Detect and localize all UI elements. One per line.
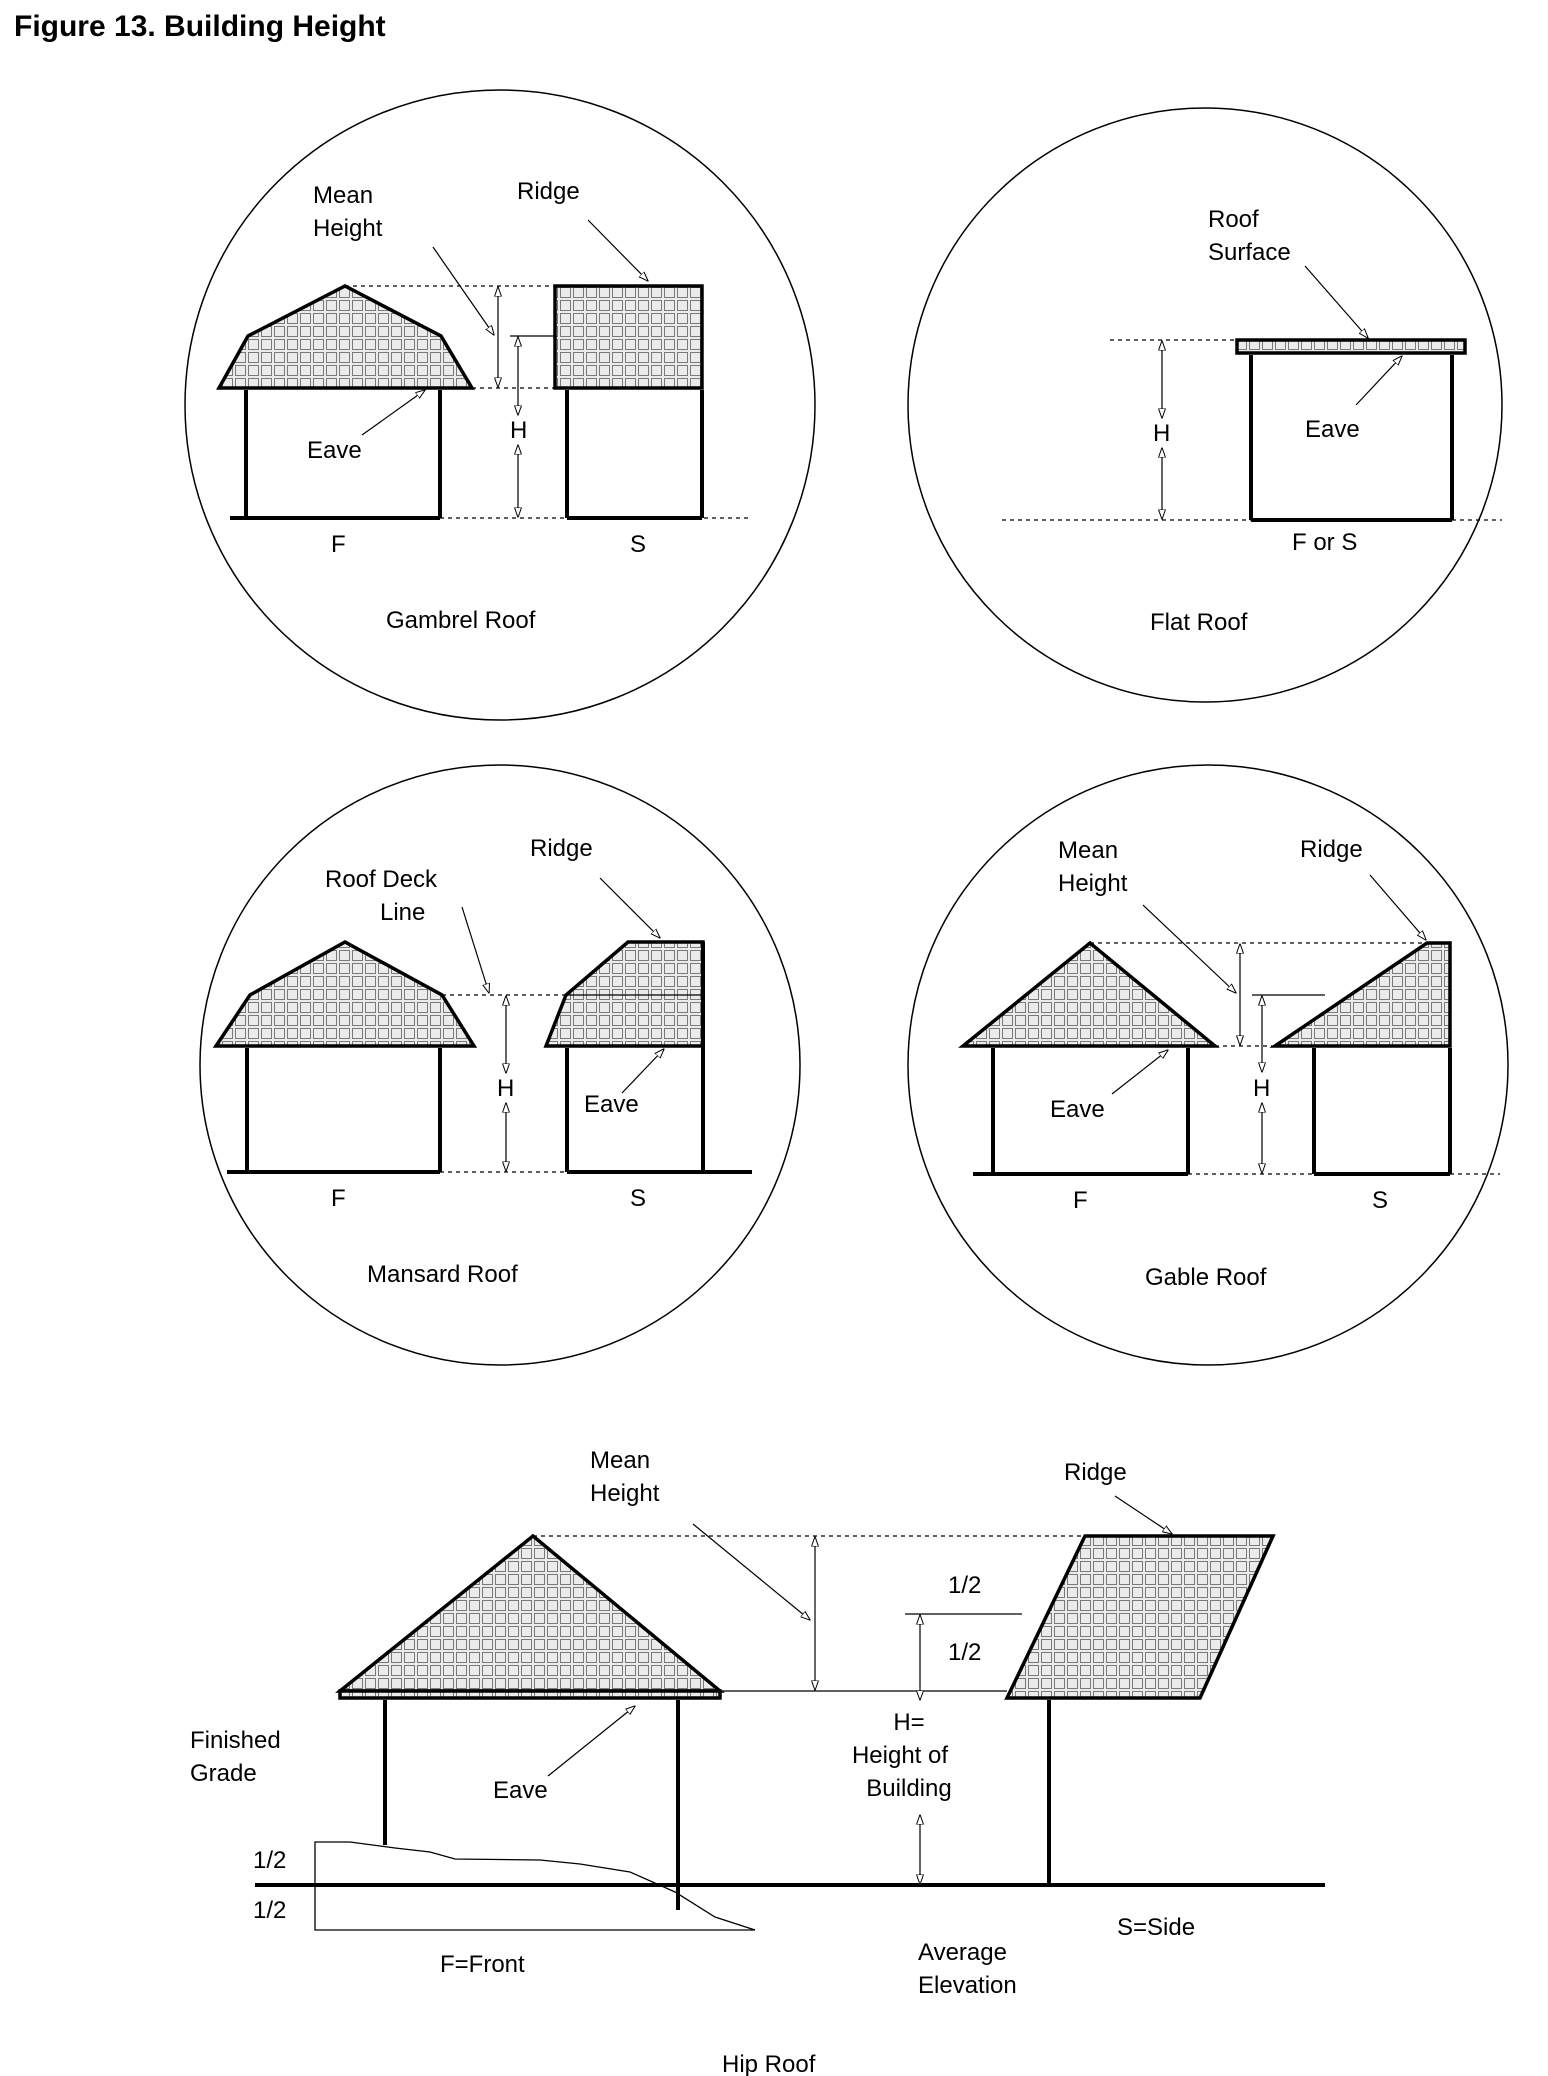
gable-side-walls: [1314, 1048, 1450, 1174]
gambrel-front-roof: [219, 286, 472, 388]
flat-roof-surface-leader: [1305, 266, 1368, 338]
hip-front-walls: [385, 1700, 678, 1910]
hip-average-elevation-label: Average Elevation: [918, 1939, 1017, 1999]
hip-grade-half-upper-label: 1/2: [253, 1847, 287, 1874]
mansard-roof-deck-label: Roof Deck Line: [325, 866, 438, 926]
gambrel-caption: Gambrel Roof: [386, 607, 536, 634]
hip-ridge-leader: [1115, 1496, 1172, 1534]
mansard-roof-panel: [200, 765, 800, 1365]
mansard-caption: Mansard Roof: [367, 1261, 518, 1288]
gambrel-mean-height-label: Mean Height: [313, 182, 383, 242]
flat-eave-label: Eave: [1305, 416, 1360, 443]
mansard-ridge-label: Ridge: [530, 835, 593, 862]
hip-grade-lower-bracket: [315, 1885, 755, 1930]
gambrel-mean-height-leader: [433, 247, 494, 335]
gable-mean-height-leader: [1143, 905, 1236, 993]
hip-mean-height-label: Mean Height: [590, 1447, 660, 1507]
flat-h-label: H: [1153, 420, 1171, 447]
gable-front-roof: [963, 943, 1215, 1046]
gambrel-h-label: H: [510, 417, 528, 444]
mansard-side-roof: [546, 942, 703, 1046]
mansard-front-walls: [227, 1048, 440, 1172]
gambrel-front-label: F: [331, 531, 346, 558]
hip-front-roof: [340, 1536, 720, 1691]
hip-finished-grade-label: Finished Grade: [190, 1727, 281, 1787]
gable-ridge-leader: [1370, 875, 1426, 940]
hip-eave-label: Eave: [493, 1777, 548, 1804]
hip-mean-height-leader: [693, 1524, 810, 1620]
flat-roof-surface-label: Roof Surface: [1208, 206, 1291, 266]
hip-half-lower-label: 1/2: [948, 1639, 982, 1666]
gable-caption: Gable Roof: [1145, 1264, 1267, 1291]
gambrel-side-roof: [555, 286, 702, 388]
mansard-roof-deck-leader: [462, 907, 489, 993]
hip-roof-panel: [190, 1447, 1325, 2076]
flat-front-or-side-label: F or S: [1292, 529, 1358, 556]
mansard-eave-label: Eave: [584, 1091, 639, 1118]
gable-ridge-label: Ridge: [1300, 836, 1363, 863]
flat-caption: Flat Roof: [1150, 609, 1248, 636]
gambrel-eave-leader: [362, 390, 425, 435]
gambrel-ridge-label: Ridge: [517, 178, 580, 205]
gambrel-side-walls: [567, 390, 702, 518]
gambrel-ridge-leader: [588, 220, 648, 281]
figure-title: Figure 13. Building Height: [14, 10, 386, 43]
flat-roof-slab: [1237, 340, 1465, 353]
gable-mean-height-label: Mean Height: [1058, 837, 1128, 897]
hip-grade-half-lower-label: 1/2: [253, 1897, 287, 1924]
mansard-front-roof: [216, 942, 474, 1046]
gable-side-label: S: [1372, 1187, 1389, 1214]
hip-caption: Hip Roof: [722, 2051, 816, 2076]
gambrel-eave-label: Eave: [307, 437, 362, 464]
mansard-front-label: F: [331, 1185, 346, 1212]
hip-side-label: S=Side: [1117, 1914, 1196, 1941]
gable-front-label: F: [1073, 1187, 1088, 1214]
mansard-ridge-leader: [600, 878, 660, 938]
flat-roof-panel: [908, 108, 1502, 702]
hip-ridge-label: Ridge: [1064, 1459, 1127, 1486]
gable-eave-label: Eave: [1050, 1096, 1105, 1123]
gambrel-side-label: S: [630, 531, 647, 558]
flat-eave-leader: [1356, 356, 1402, 405]
hip-side-roof: [1007, 1536, 1273, 1698]
hip-front-label: F=Front: [440, 1951, 525, 1978]
mansard-h-label: H: [497, 1075, 515, 1102]
mansard-side-label: S: [630, 1185, 647, 1212]
hip-eave-leader: [548, 1706, 635, 1776]
hip-front-fascia: [340, 1691, 720, 1698]
hip-height-of-building-label: H= Height of Building: [851, 1709, 952, 1802]
gable-eave-leader: [1112, 1050, 1168, 1094]
gable-h-label: H: [1253, 1075, 1271, 1102]
hip-half-upper-label: 1/2: [948, 1572, 982, 1599]
gambrel-roof-panel: [185, 90, 815, 720]
gable-roof-panel: [908, 765, 1508, 1365]
mansard-eave-leader: [622, 1049, 664, 1093]
